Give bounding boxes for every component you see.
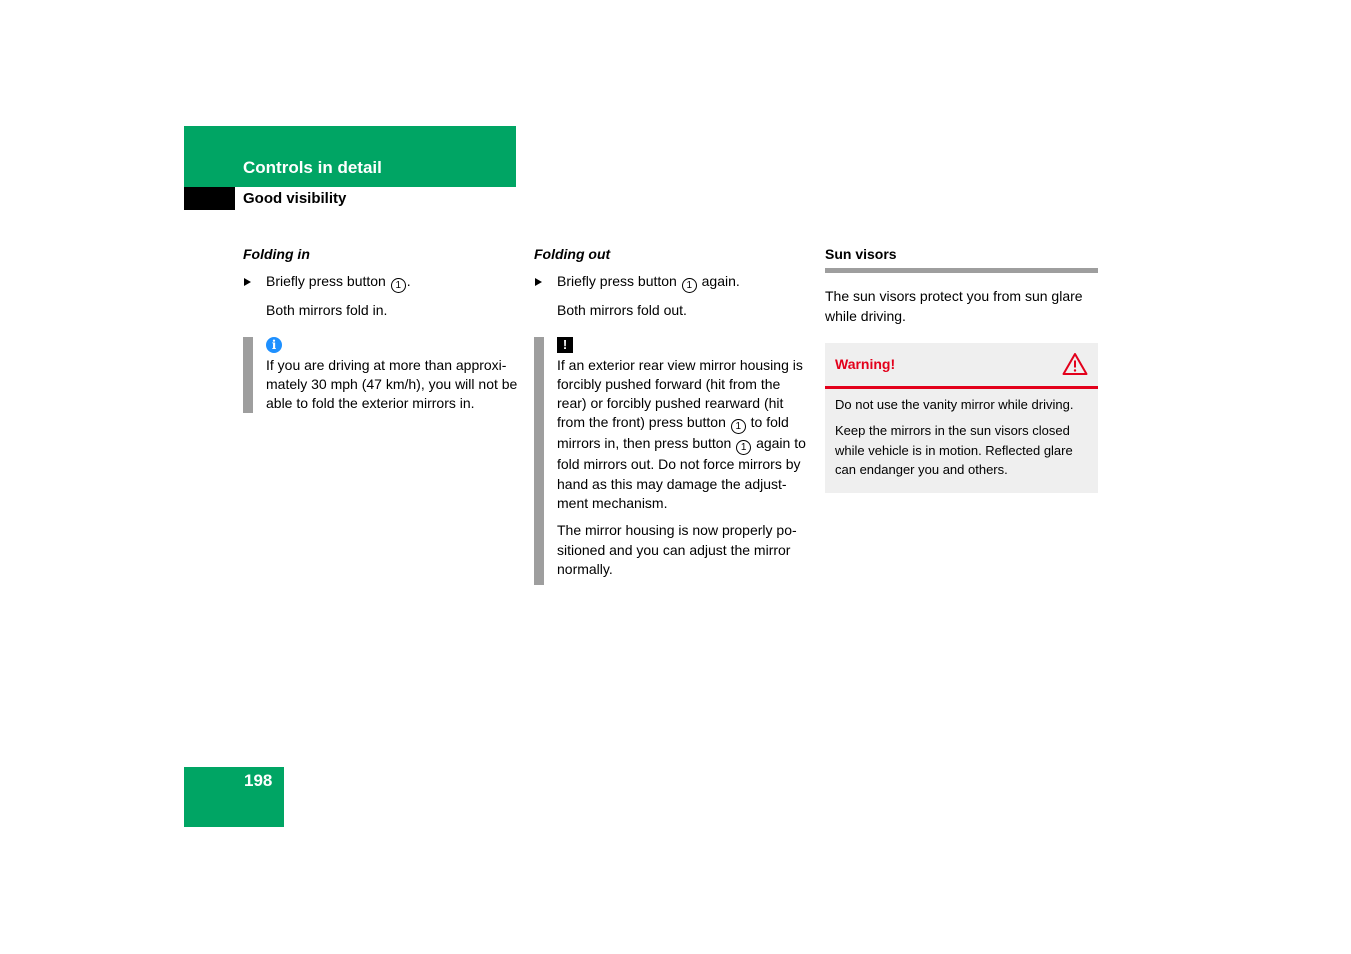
caution-icon: ! xyxy=(557,337,573,353)
folding-out-result: Both mirrors fold out. xyxy=(557,302,687,319)
step-arrow-icon xyxy=(244,278,251,286)
warning-title: Warning! xyxy=(835,355,896,372)
step-text: Briefly press button xyxy=(266,273,390,290)
section-tab-marker xyxy=(184,187,235,210)
subsection-title: Good visibility xyxy=(243,190,347,207)
info-note xyxy=(243,337,519,414)
page-number: 198 xyxy=(244,771,273,790)
section-title: Controls in detail xyxy=(243,158,382,177)
warning-body xyxy=(825,389,1098,493)
folding-in-heading: Folding in xyxy=(243,246,310,262)
folding-out-step xyxy=(534,272,809,293)
heading-rule xyxy=(825,268,1098,273)
step-arrow-icon xyxy=(535,278,542,286)
info-icon: i xyxy=(266,337,282,353)
caution-note xyxy=(534,337,809,586)
sun-visors-heading: Sun visors xyxy=(825,246,897,262)
sun-visors-intro: The sun visors protect you from sun glare while driving. xyxy=(825,288,1083,324)
folding-in-step xyxy=(243,272,519,293)
sun-visors-column xyxy=(825,245,1098,493)
button-1-ref-icon: 1 xyxy=(391,278,406,293)
warning-box xyxy=(825,343,1098,493)
button-1-ref-icon: 1 xyxy=(731,419,746,434)
step-text-end: . xyxy=(406,273,411,290)
caution-text-part: again to fold mirrors out. Do not force mirrors by hand as this may damage the adjust-ment mechanism. xyxy=(557,435,806,512)
caution-text-part: to fold mirrors in, then press button xyxy=(557,414,789,452)
folding-out-column xyxy=(534,245,809,585)
warning-triangle-icon xyxy=(1062,352,1088,376)
step-text: Briefly press button xyxy=(557,273,681,290)
warning-header xyxy=(825,343,1098,389)
folding-in-column xyxy=(243,245,519,421)
caution-text-2: The mirror housing is now properly po-sitioned and you can adjust the mirror normally. xyxy=(557,522,797,577)
info-note-text: If you are driving at more than approxi-mately 30 mph (47 km/h), you will not be able to fold the exterior mirrors in. xyxy=(266,356,518,412)
folding-in-result: Both mirrors fold in. xyxy=(266,302,388,319)
caution-text-part: If an exterior rear view mirror housing is forcibly pushed forward (hit from the rear) or forcibly pushed rearward (hit from the front) press button xyxy=(557,356,803,431)
warning-text-1: Do not use the vanity mirror while driving. xyxy=(835,396,1074,412)
note-bar xyxy=(534,337,544,586)
button-1-ref-icon: 1 xyxy=(682,278,697,293)
caution-text-1 xyxy=(557,356,809,514)
note-bar xyxy=(243,337,253,414)
button-1-ref-icon: 1 xyxy=(736,440,751,455)
step-text-end: again. xyxy=(697,273,740,290)
warning-text-2: Keep the mirrors in the sun visors closed while vehicle is in motion. Reflected glare can endanger you and others. xyxy=(835,423,1073,478)
folding-out-heading: Folding out xyxy=(534,246,611,262)
